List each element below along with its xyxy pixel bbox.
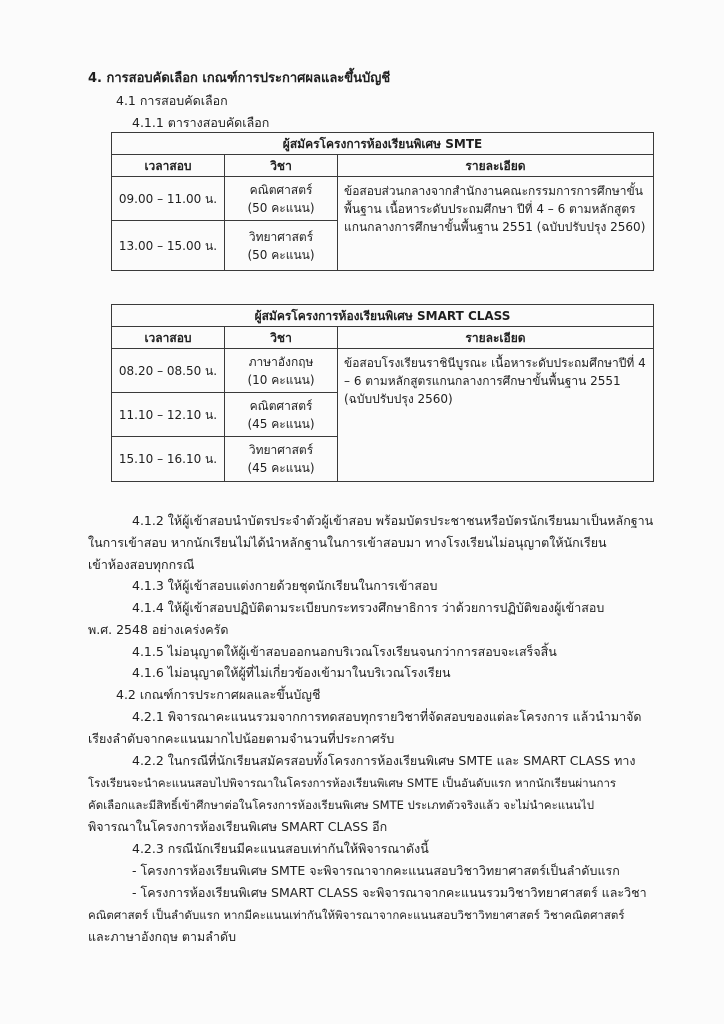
paragraph-line: 4.2.1 พิจารณาคะแนนรวมจากการทดสอบทุกรายวิชาที่จัดสอบของแต่ละโครงการ แล้วนำมาจัด: [132, 709, 642, 724]
table-caption: ผู้สมัครโครงการห้องเรียนพิเศษ SMART CLASS: [112, 305, 654, 327]
exam-detail: ข้อสอบส่วนกลางจากสำนักงานคณะกรรมการการศึกษาขั้นพื้นฐาน เนื้อหาระดับประถมศึกษา ปีที่ 4 – 6 ตามหลักสูตรแกนกลางการศึกษาขั้นพื้นฐาน 2551 (ฉบับปรับปรุง 2560): [338, 177, 654, 271]
exam-subject: [225, 437, 338, 482]
subject-score: (10 คะแนน): [247, 372, 315, 387]
subject-name: ภาษาอังกฤษ: [248, 354, 314, 369]
col-header-time: เวลาสอบ: [112, 327, 225, 349]
paragraph-line: 4.1.6 ไม่อนุญาตให้ผู้ที่ไม่เกี่ยวข้องเข้ามาในบริเวณโรงเรียน: [132, 665, 451, 680]
col-header-detail: รายละเอียด: [338, 327, 654, 349]
exam-table-smte: [111, 132, 654, 271]
subject-score: (50 คะแนน): [247, 200, 315, 215]
col-header-time: เวลาสอบ: [112, 155, 225, 177]
exam-subject: [225, 221, 338, 271]
paragraph-line: 4.2.3 กรณีนักเรียนมีคะแนนสอบเท่ากันให้พิจารณาดังนี้: [132, 841, 429, 856]
col-header-subject: วิชา: [225, 155, 338, 177]
exam-time: 11.10 – 12.10 น.: [112, 393, 225, 437]
exam-time: 13.00 – 15.00 น.: [112, 221, 225, 271]
paragraph-line: คัดเลือกและมีสิทธิ์เข้าศึกษาต่อในโครงการห้องเรียนพิเศษ SMTE ประเภทตัวจริงแล้ว จะไม่นำคะแนนไป: [88, 798, 594, 812]
subject-name: คณิตศาสตร์: [249, 182, 313, 197]
paragraph-line: โรงเรียนจะนำคะแนนสอบไปพิจารณาในโครงการห้องเรียนพิเศษ SMTE เป็นอันดับแรก หากนักเรียนผ่านการ: [88, 776, 617, 790]
subject-score: (45 คะแนน): [247, 416, 315, 431]
paragraph-line: เรียงลำดับจากคะแนนมากไปน้อยตามจำนวนที่ประกาศรับ: [88, 731, 395, 746]
paragraph-line: ในการเข้าสอบ หากนักเรียนไม่ได้นำหลักฐานในการเข้าสอบมา ทางโรงเรียนไม่อนุญาตให้นักเรียน: [88, 535, 607, 550]
bullet-line: - โครงการห้องเรียนพิเศษ SMTE จะพิจารณาจากคะแนนสอบวิชาวิทยาศาสตร์เป็นลำดับแรก: [132, 863, 620, 878]
paragraph-line: เข้าห้องสอบทุกกรณี: [88, 557, 195, 572]
subject-name: คณิตศาสตร์: [249, 398, 313, 413]
table-caption: ผู้สมัครโครงการห้องเรียนพิเศษ SMTE: [112, 133, 654, 155]
subsection-4-1-1: 4.1.1 ตารางสอบคัดเลือก: [132, 115, 270, 130]
bullet-line: - โครงการห้องเรียนพิเศษ SMART CLASS จะพิจารณาจากคะแนนรวมวิชาวิทยาศาสตร์ และวิชา: [132, 885, 647, 900]
paragraph-line: พ.ศ. 2548 อย่างเคร่งครัด: [88, 622, 229, 637]
exam-subject: [225, 177, 338, 221]
col-header-subject: วิชา: [225, 327, 338, 349]
exam-time: 09.00 – 11.00 น.: [112, 177, 225, 221]
paragraph-line: พิจารณาในโครงการห้องเรียนพิเศษ SMART CLASS อีก: [88, 819, 388, 834]
section-heading: 4. การสอบคัดเลือก เกณฑ์การประกาศผลและขึ้นบัญชี: [88, 71, 391, 86]
bullet-line: และภาษาอังกฤษ ตามลำดับ: [88, 929, 237, 944]
paragraph-line: 4.2.2 ในกรณีที่นักเรียนสมัครสอบทั้งโครงการห้องเรียนพิเศษ SMTE และ SMART CLASS ทาง: [132, 753, 636, 768]
subject-name: วิทยาศาสตร์: [248, 443, 314, 457]
paragraph-line: 4.1.2 ให้ผู้เข้าสอบนำบัตรประจำตัวผู้เข้าสอบ พร้อมบัตรประชาชนหรือบัตรนักเรียนมาเป็นหลักฐาน: [132, 513, 654, 528]
exam-detail: ข้อสอบโรงเรียนราชินีบูรณะ เนื้อหาระดับประถมศึกษาปีที่ 4 – 6 ตามหลักสูตรแกนกลางการศึกษาขั้นพื้นฐาน 2551 (ฉบับปรับปรุง 2560): [338, 349, 654, 482]
exam-subject: [225, 393, 338, 437]
exam-table-smart-class: [111, 304, 654, 482]
exam-subject: [225, 349, 338, 393]
paragraph-line: 4.1.3 ให้ผู้เข้าสอบแต่งกายด้วยชุดนักเรียนในการเข้าสอบ: [132, 578, 438, 593]
col-header-detail: รายละเอียด: [338, 155, 654, 177]
subject-name: วิทยาศาสตร์: [248, 229, 314, 244]
subject-score: (45 คะแนน): [247, 461, 315, 475]
subsection-4-2: 4.2 เกณฑ์การประกาศผลและขึ้นบัญชี: [116, 687, 321, 702]
exam-time: 15.10 – 16.10 น.: [112, 437, 225, 482]
exam-time: 08.20 – 08.50 น.: [112, 349, 225, 393]
subject-score: (50 คะแนน): [247, 247, 315, 262]
subsection-4-1: 4.1 การสอบคัดเลือก: [116, 93, 228, 108]
paragraph-line: 4.1.5 ไม่อนุญาตให้ผู้เข้าสอบออกนอกบริเวณโรงเรียนจนกว่าการสอบจะเสร็จสิ้น: [132, 644, 557, 659]
bullet-line: คณิตศาสตร์ เป็นลำดับแรก หากมีคะแนนเท่ากันให้พิจารณาจากคะแนนสอบวิชาวิทยาศาสตร์ วิชาคณิตศาสตร์: [88, 908, 625, 922]
paragraph-line: 4.1.4 ให้ผู้เข้าสอบปฏิบัติตามระเบียบกระทรวงศึกษาธิการ ว่าด้วยการปฏิบัติของผู้เข้าสอบ: [132, 600, 605, 615]
